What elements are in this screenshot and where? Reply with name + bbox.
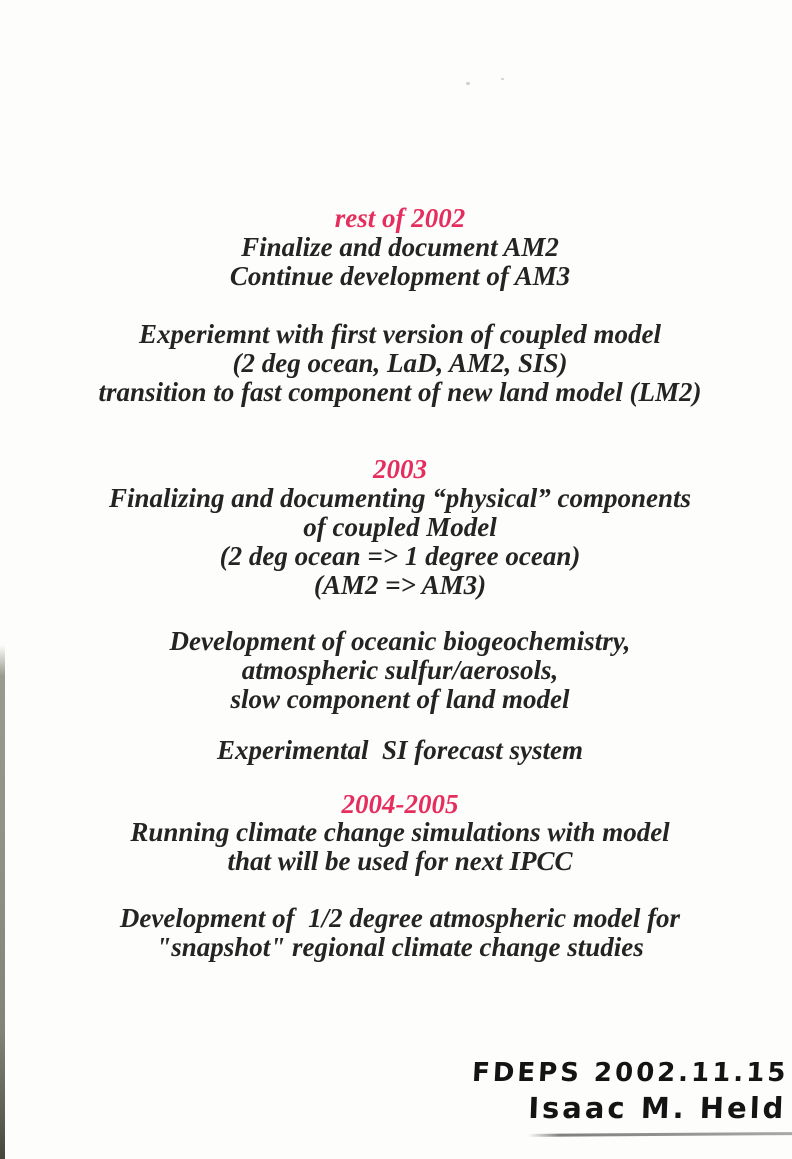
section-2003-group-3 xyxy=(8,736,792,765)
handwritten-signature: Isaac M. Held xyxy=(527,1091,787,1125)
text-line: Development of oceanic biogeochemistry, xyxy=(169,626,631,656)
dust-speck xyxy=(466,82,470,85)
text-line: that will be used for next IPCC xyxy=(227,846,573,876)
text-line: (2 deg ocean, LaD, AM2, SIS) xyxy=(232,348,568,378)
text-line: Continue development of AM3 xyxy=(229,261,571,291)
scan-line-under-signature xyxy=(528,1132,792,1136)
section-2002-group-1 xyxy=(8,233,792,291)
section-heading-2004-2005: 2004-2005 xyxy=(341,789,459,819)
text-line: (AM2 => AM3) xyxy=(313,570,487,600)
section-2004-group-1 xyxy=(8,818,792,876)
handwritten-date: FDEPS 2002.11.15 xyxy=(470,1058,789,1088)
section-heading-2003: 2003 xyxy=(373,454,427,484)
dust-speck xyxy=(501,78,504,80)
text-line: Experiemnt with first version of coupled model xyxy=(138,319,661,349)
text-line: Development of 1/2 degree atmospheric model for xyxy=(119,903,681,933)
section-2003-group-1 xyxy=(8,484,792,600)
section-heading-rest-of-2002: rest of 2002 xyxy=(334,203,466,233)
section-2002-group-2 xyxy=(8,320,792,407)
section-2004-group-2 xyxy=(8,904,792,962)
text-line: of coupled Model xyxy=(303,512,497,542)
text-line: Finalize and document AM2 xyxy=(241,232,559,262)
scan-edge-artifact xyxy=(0,645,5,1159)
handwritten-annotation xyxy=(472,1057,788,1125)
text-line: atmospheric sulfur/aerosols, xyxy=(241,655,559,685)
text-line: Running climate change simulations with model xyxy=(130,817,670,847)
text-line: Experimental SI forecast system xyxy=(217,735,583,765)
text-line: "snapshot" regional climate change studies xyxy=(156,932,644,962)
text-line: transition to fast component of new land model (LM2) xyxy=(98,377,702,407)
section-2003-group-2 xyxy=(8,627,792,714)
text-line: slow component of land model xyxy=(230,684,570,714)
text-line: Finalizing and documenting “physical” components xyxy=(108,483,692,513)
text-line: (2 deg ocean => 1 degree ocean) xyxy=(219,541,581,571)
